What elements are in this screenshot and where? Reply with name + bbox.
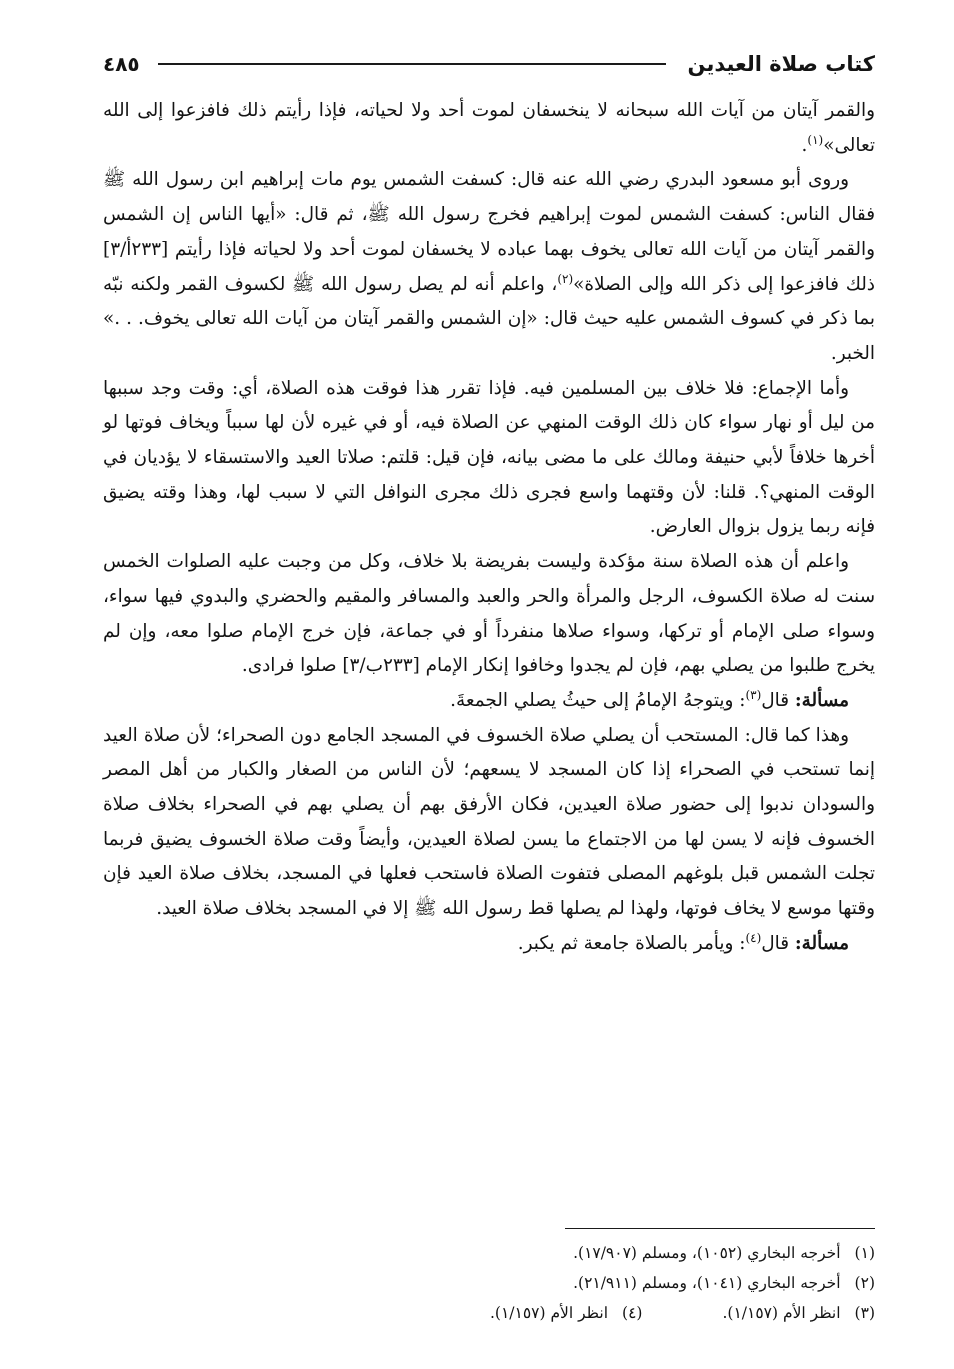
footnote-number: (١) bbox=[854, 1244, 875, 1262]
paragraph bbox=[103, 545, 875, 684]
footnote-ref[interactable]: (٤) bbox=[745, 930, 762, 945]
footnote-ref[interactable]: (١) bbox=[807, 132, 824, 147]
footnote-row bbox=[103, 1298, 875, 1328]
issue-label: مسألة: bbox=[794, 689, 849, 711]
footnote-number: (٢) bbox=[854, 1274, 875, 1292]
paragraph-text: واعلم أن هذه الصلاة سنة مؤكدة وليست بفريضة بلا خلاف، وكل من وجبت عليه الصلوات الخمس سنت له صلاة الكسوف، الرجل والمرأة والحر والعبد والمسافر والمقيم والحضري والبدوي فيها سواء، وسواء صلى الإمام أو تركها، وسواء صلاها منفرداً أو في جماعة، فإن خرج الإمام صلوا معه، وإن لم يخرج طلبوا من يصلي بهم، فإن لم يجدوا وخافوا إنكار الإمام [٢٣٣ب/٣] صلوا فرادى. bbox=[103, 551, 875, 677]
footnote-number: (٣) bbox=[854, 1304, 875, 1322]
footnote-text: انظر الأم (١/١٥٧). bbox=[489, 1304, 609, 1322]
issue-pre: قال bbox=[761, 689, 795, 711]
paragraph-text: وهذا كما قال: المستحب أن يصلي صلاة الخسوف في المسجد الجامع دون الصحراء؛ لأن صلاة العيد إنما تستحب في الصحراء إذا كان المسجد لا يسعهم؛ لأن الناس من الصغار والكبار من أهل المصر والسودان ندبوا إلى حضور صلاة العيدين، فكان الأرفق بهم أن يصلي بهم في الصحراء بخلاف صلاة الخسوف فإنه لا يسن لها من الاجتماع ما يسن لصلاة العيدين، وأيضاً وقت صلاة الخسوف يضيق فربما تجلت الشمس قبل بلوغهم المصلى فتفوت الصلاة فاستحب فعلها في المسجد، بخلاف صلاة العيد فإن وقتها موسع لا يخاف فوتها، ولهذا لم يصلها قط رسول الله ﷺ إلا في المسجد بخلاف صلاة العيد. bbox=[103, 724, 875, 920]
paragraph bbox=[103, 372, 875, 546]
footnote-2 bbox=[103, 1268, 875, 1298]
footnote-ref[interactable]: (٢) bbox=[557, 271, 574, 286]
paragraph bbox=[103, 94, 875, 163]
footnote-number: (٤) bbox=[622, 1304, 643, 1322]
page-number: ٤٨٥ bbox=[103, 52, 140, 76]
body-text bbox=[103, 94, 875, 962]
paragraph-text: ، واعلم أنه لم يصل رسول الله ﷺ لكسوف القمر ولكنه نبّه بما ذكر في كسوف الشمس عليه حيث قال: «إن الشمس والقمر آيتان من آيات الله تعالى يخوف. . .» الخبر. bbox=[103, 273, 875, 364]
paragraph-text: والقمر آيتان من آيات الله سبحانه لا ينخسفان لموت أحد ولا لحياته، فإذا رأيتم ذلك فافزعوا إلى الله تعالى» bbox=[103, 100, 875, 156]
paragraph-text: . bbox=[801, 134, 808, 156]
footnote-3 bbox=[722, 1298, 875, 1328]
chapter-title: كتاب صلاة العيدين bbox=[687, 52, 875, 76]
issue-text: : ويأمر بالصلاة جامعة ثم يكبر. bbox=[517, 932, 746, 954]
footnote-4 bbox=[490, 1298, 643, 1328]
issue-label: مسألة: bbox=[794, 932, 849, 954]
issue-paragraph bbox=[103, 927, 875, 962]
issue-pre: قال bbox=[761, 932, 795, 954]
header-rule bbox=[158, 63, 666, 65]
paragraph-text: وأما الإجماع: فلا خلاف بين المسلمين فيه. فإذا تقرر هذا فوقت هذه الصلاة، أي: وقت وجد سببها من ليل أو نهار سواء كان ذلك الوقت المنهي عن الصلاة فيه، أو في غيره لأن لها سبباً ويخاف فوتها لو أخرها خلافاً لأبي حنيفة ومالك على ما مضى بيانه، فإن قيل: قلتم: صلاتا العيد والاستسقاء لا يؤديان في الوقت المنهي؟. قلنا: لأن وقتهما واسع فجرى ذلك مجرى النوافل التي لا سبب لها، وهذا وقته يضيق فإنه ربما يزول بزوال العارض. bbox=[103, 377, 875, 538]
footnote-ref[interactable]: (٣) bbox=[745, 687, 762, 702]
footnotes bbox=[103, 1238, 875, 1328]
footnote-text: أخرجه البخاري (١٠٤١)، ومسلم (٢١/٩١١). bbox=[573, 1274, 841, 1292]
footnote-1 bbox=[103, 1238, 875, 1268]
paragraph bbox=[103, 163, 875, 371]
issue-text: : ويتوجهُ الإمامُ إلى حيثُ يصلي الجمعةَ. bbox=[450, 689, 746, 711]
issue-paragraph bbox=[103, 684, 875, 719]
footnote-separator bbox=[565, 1228, 875, 1229]
paragraph-text: وروى أبو مسعود البدري رضي الله عنه قال: كسفت الشمس يوم مات إبراهيم ابن رسول الله ﷺ فقال الناس: كسفت الشمس لموت إبراهيم فخرج رسول الله ﷺ، ثم قال: «أيها الناس إن الشمس والقمر آيتان من آيات الله تعالى يخوف بهما عباده لا يخسفان لموت أحد ولا لحياته فإذا رأيتم [٢٣٣أ/٣] ذلك فافزعوا إلى ذكر الله وإلى الصلاة» bbox=[103, 169, 875, 295]
footnote-text: انظر الأم (١/١٥٧). bbox=[722, 1304, 841, 1322]
footnote-text: أخرجه البخاري (١٠٥٢)، ومسلم (١٧/٩٠٧). bbox=[573, 1244, 841, 1262]
paragraph bbox=[103, 719, 875, 927]
running-header bbox=[103, 44, 875, 84]
